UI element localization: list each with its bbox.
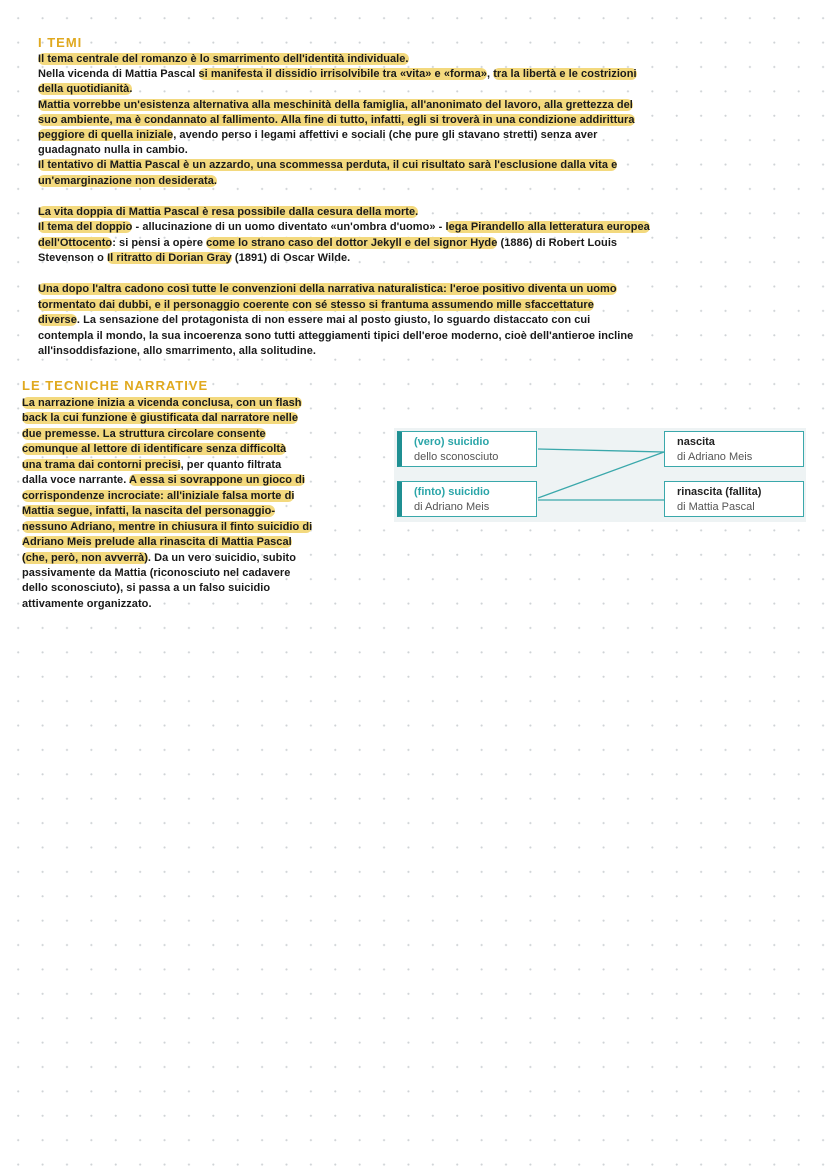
- text-line: [38, 313, 590, 327]
- box-nascita: [664, 431, 804, 467]
- text-line: [22, 473, 305, 487]
- box-subtitle: di Mattia Pascal: [677, 501, 755, 513]
- highlighted-text: corrispondenze incrociate: all'iniziale falsa morte di: [22, 489, 295, 502]
- highlighted-text: diverse: [38, 314, 77, 326]
- text-line: [38, 236, 617, 250]
- text: ,: [486, 68, 494, 81]
- text-line: [38, 113, 635, 127]
- text: attivamente organizzato.: [22, 597, 152, 610]
- text-line: [38, 298, 594, 312]
- highlighted-text: si manifesta il dissidio irrisolvibile tra «vita» e «forma»: [198, 68, 487, 81]
- text-line: [22, 504, 275, 518]
- box-rinascita: [664, 481, 804, 517]
- highlighted-text: Il tema del doppio: [38, 221, 133, 234]
- box-subtitle: di Adriano Meis: [677, 451, 753, 463]
- text: , per quanto filtrata: [180, 458, 282, 471]
- text: Stevenson o: [38, 251, 108, 264]
- box-title: (vero) suicidio: [414, 436, 490, 448]
- connector-vero-nascita: [538, 449, 664, 452]
- box-finto-suicidio: [397, 481, 537, 517]
- section-title-temi: I TEMI: [38, 35, 83, 50]
- text-line: [38, 52, 409, 66]
- text: . Da un vero suicidio, subito: [147, 551, 297, 564]
- box-subtitle: dello sconosciuto: [414, 451, 499, 463]
- box-title: rinascita (fallita): [677, 486, 762, 498]
- highlighted-text: una trama dai contorni precisi: [22, 458, 181, 471]
- text: , avendo perso i legami affettivi e sociali (che pure gli stavano stretti) senza aver: [173, 129, 598, 141]
- text-line: [22, 442, 286, 456]
- text-line: [38, 128, 597, 142]
- box-subtitle: di Adriano Meis: [414, 501, 490, 513]
- highlighted-text: suo ambiente, ma è condannato al fallimento. Alla fine di tutto, infatti, egli si troverà in una condizione addirittura: [38, 113, 635, 126]
- text: - allucinazione di un uomo diventato «un'ombra d'uomo» -: [132, 221, 446, 234]
- highlighted-text: Mattia vorrebbe un'esistenza alternativa alla meschinità della famiglia, all'anonimato del lavoro, alla grettezza del: [38, 98, 633, 111]
- text-line: [38, 282, 617, 296]
- text: guadagnato nulla in cambio.: [38, 144, 188, 157]
- text-line: [22, 566, 290, 580]
- text-line: [22, 581, 270, 595]
- text-line: [38, 220, 650, 234]
- section-title-tecniche: LE TECNICHE NARRATIVE: [22, 378, 209, 393]
- text-line: [38, 158, 617, 172]
- highlighted-text: La vita doppia di Mattia Pascal è resa possibile dalla cesura della morte.: [38, 206, 419, 218]
- highlighted-text: A essa si sovrappone un gioco di: [129, 474, 306, 487]
- text-line: [22, 597, 152, 611]
- text-line: [38, 205, 418, 219]
- highlighted-text: Il tema centrale del romanzo è lo smarrimento dell'identità individuale.: [38, 53, 409, 65]
- text-line: [22, 458, 281, 472]
- text-line: [22, 535, 292, 549]
- text-line: [22, 551, 296, 565]
- text: dalla voce narrante.: [22, 474, 130, 487]
- text-line: [22, 427, 266, 441]
- highlighted-text: Una dopo l'altra cadono così tutte le convenzioni della narrativa naturalistica: l'eroe positivo diventa un uomo: [38, 283, 617, 295]
- text-line: [22, 396, 302, 410]
- highlighted-text: nessuno Adriano, mentre in chiusura il finto suicidio di: [22, 520, 313, 533]
- highlighted-text: della quotidianità.: [38, 83, 133, 96]
- box-title: nascita: [677, 436, 715, 448]
- text: dello sconosciuto), si passa a un falso suicidio: [22, 582, 271, 595]
- highlighted-text: tra la libertà e le costrizioni: [493, 68, 637, 81]
- text: contempla il mondo, la sua incoerenza sono tutti atteggiamenti tipici dell'eroe moderno, cioè dell'antieroe incline: [38, 329, 634, 342]
- text-line: [38, 344, 316, 358]
- text-line: [38, 329, 633, 343]
- text-line: [38, 174, 217, 188]
- box-vero-suicidio: [397, 431, 537, 467]
- highlighted-text: back la cui funzione è giustificata dal narratore nelle: [22, 412, 298, 425]
- highlighted-text: Mattia segue, infatti, la nascita del personaggio-: [22, 505, 276, 518]
- highlighted-text: Il ritratto di Dorian Gray: [107, 251, 232, 264]
- text: passivamente da Mattia (riconosciuto nel cadavere: [22, 566, 291, 579]
- highlighted-text: due premesse. La struttura circolare consente: [22, 427, 266, 440]
- highlighted-text: La narrazione inizia a vicenda conclusa, con un flash: [22, 397, 302, 409]
- text-line: [22, 489, 294, 503]
- text: (1886) di Robert Louis: [497, 236, 618, 249]
- text: (1891) di Oscar Wilde.: [231, 251, 351, 264]
- correspondence-diagram: [394, 428, 806, 522]
- text-line: [38, 143, 188, 157]
- highlighted-text: dell'Ottocento: [38, 236, 113, 249]
- highlighted-text: Il tentativo di Mattia Pascal è un azzardo, una scommessa perduta, il cui risultato sarà l'esclusione dalla vita e: [38, 159, 618, 172]
- highlighted-text: come lo strano caso del dottor Jekyll e del signor Hyde: [206, 236, 498, 249]
- connector-finto-nascita: [538, 452, 664, 498]
- text-line: [22, 520, 312, 534]
- highlighted-text: tormentato dai dubbi, e il personaggio coerente con sé stesso si frantuma assumendo mille sfaccettature: [38, 298, 594, 311]
- text: all'insoddisfazione, allo smarrimento, alla solitudine.: [38, 345, 316, 357]
- highlighted-text: (che, però, non avverrà): [22, 551, 148, 564]
- highlighted-text: un'emarginazione non desiderata.: [38, 174, 218, 187]
- text-line: [38, 67, 637, 81]
- text-line: [38, 98, 633, 112]
- highlighted-text: lega Pirandello alla letteratura europea: [445, 221, 650, 234]
- highlighted-text: Adriano Meis prelude alla rinascita di Mattia Pascal: [22, 536, 292, 549]
- highlighted-text: peggiore di quella iniziale: [38, 129, 174, 141]
- text: Nella vicenda di Mattia Pascal: [38, 68, 199, 81]
- text-line: [22, 411, 298, 425]
- text: : si pensi a opere: [112, 236, 207, 249]
- highlighted-text: comunque al lettore di identificare senza difficoltà: [22, 443, 287, 456]
- text-line: [38, 251, 350, 265]
- box-title: (finto) suicidio: [414, 486, 490, 498]
- text: . La sensazione del protagonista di non essere mai al posto giusto, lo sguardo distaccato con cui: [76, 314, 591, 326]
- text-line: [38, 82, 132, 96]
